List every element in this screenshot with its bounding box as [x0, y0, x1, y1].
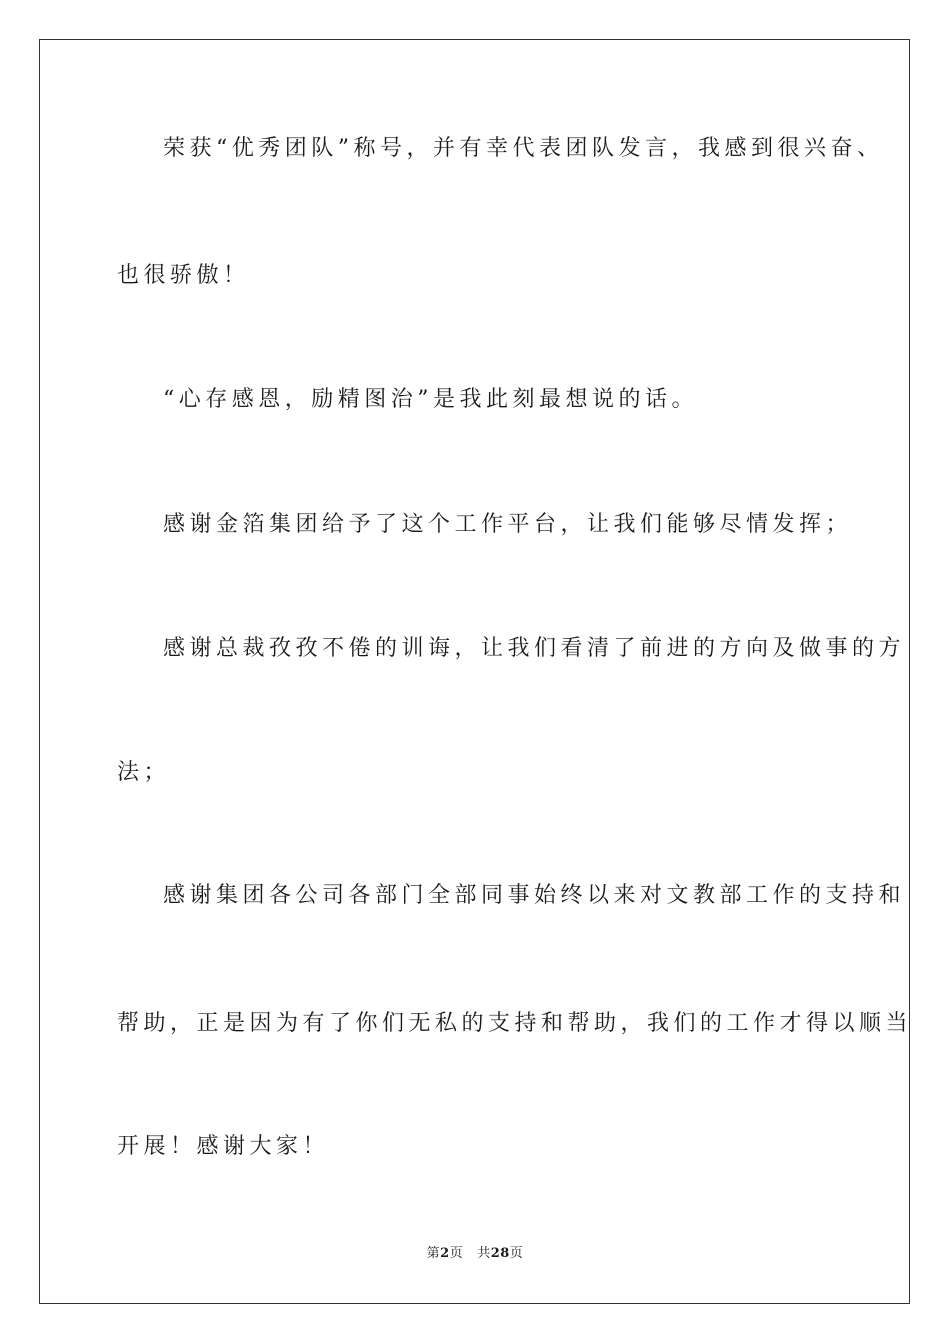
total-prefix: 共 — [477, 1246, 491, 1261]
paragraph-line: 帮助，正是因为有了你们无私的支持和帮助，我们的工作才得以顺当 — [117, 1011, 913, 1036]
paragraph-line: 感谢集团各公司各部门全部同事始终以来对文教部工作的支持和 — [163, 883, 906, 908]
paragraph-line: 法； — [117, 760, 171, 785]
total-pages-number: 28 — [490, 1246, 510, 1261]
paragraph-line: 也很骄傲！ — [117, 263, 250, 288]
current-page-number: 2 — [440, 1246, 450, 1261]
paragraph-line: “心存感恩，励精图治”是我此刻最想说的话。 — [163, 387, 698, 412]
page-suffix: 页 — [449, 1246, 464, 1261]
total-suffix: 页 — [509, 1246, 524, 1261]
paragraph-line: 感谢总裁孜孜不倦的训诲，让我们看清了前进的方向及做事的方 — [163, 636, 906, 661]
paragraph-line: 开展！感谢大家！ — [117, 1134, 330, 1159]
paragraph-line: 荣获“优秀团队”称号，并有幸代表团队发言，我感到很兴奋、 — [163, 136, 884, 161]
page-prefix: 第 — [426, 1246, 441, 1261]
paragraph-line: 感谢金箔集团给予了这个工作平台，让我们能够尽情发挥； — [163, 512, 853, 537]
page-frame — [39, 39, 913, 1304]
page-footer — [0, 1245, 950, 1263]
